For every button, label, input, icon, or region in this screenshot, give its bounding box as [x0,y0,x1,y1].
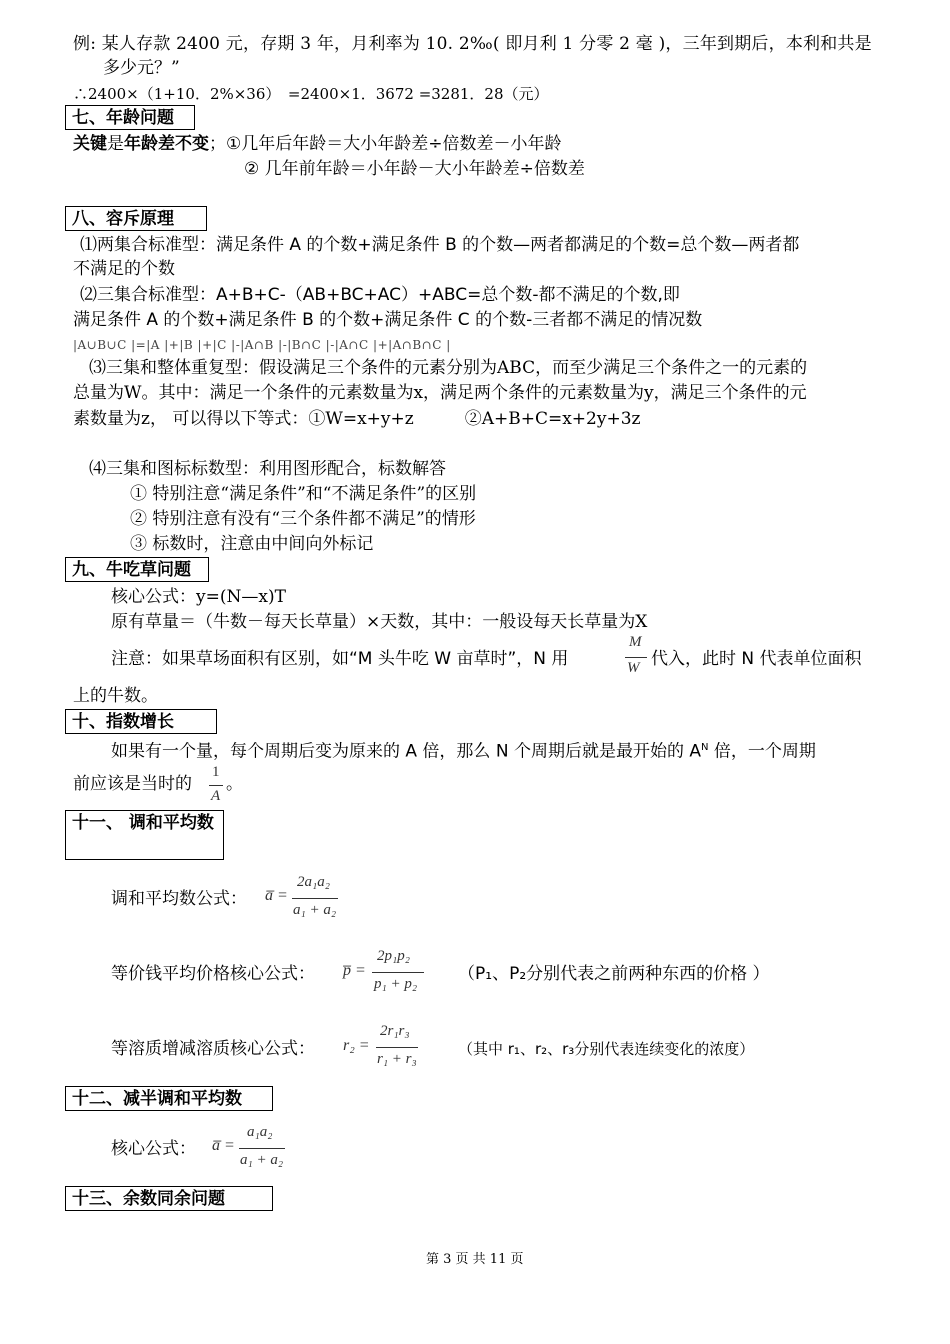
fraction-denominator: A [211,788,221,804]
growth-text-b: 倍，一个周期 [708,741,816,762]
overlap-line-3: 素数量为z， 可以得以下等式：①W=x+y+z ②A+B+C=x+2y+3z [73,409,641,429]
two-set-line-1: ⑴两集合标准型：满足条件 A 的个数+满足条件 B 的个数—两者都满足的个数=总个数—两者都 [80,235,800,255]
concentration-note: （其中 r₁、r₂、r₃分别代表连续变化的浓度） [458,1040,755,1058]
heading-inclusion-exclusion: 八、容斥原理 [65,206,207,231]
diagram-note-2: ② 特别注意有没有“三个条件都不满足”的情形 [130,509,476,529]
overlap-line-1: ⑶三集和整体重复型：假设满足三个条件的元素分别为ABC，而至少满足三个条件之一的元素的 [89,358,808,378]
key-label: 关键 [73,134,107,154]
three-set-line-1: ⑵三集合标准型：A+B+C-（AB+BC+AC）+ABC=总个数-都不满足的个数,即 [80,285,680,305]
half-harmonic-label: 核心公式： [111,1139,196,1159]
heading-age-problem: 七、年龄问题 [65,105,195,130]
diagram-note-3: ③ 标数时，注意由中间向外标记 [130,534,374,554]
example-line-1: 例: 某人存款 2400 元，存期 3 年，月利率为 10. 2‰( 即月利 1 分零 2 毫 )，三年到期后，本利和共是 [73,34,872,54]
growth-line-1 [111,737,816,763]
fraction-numerator: a₁a₂ [247,1124,273,1140]
fraction-denominator: W [627,660,640,676]
fraction-numerator: M [629,634,642,650]
fraction-numerator: 2p₁p₂ [377,948,410,964]
fraction-bar [372,972,424,973]
fraction-one-over-a [209,764,225,808]
example-solution: ∴2400×（1+10．2%×36） =2400×1．3672 =3281．28（元） [73,85,549,103]
page-footer: 第 3 页 共 11 页 [426,1252,524,1267]
half-harmonic-fraction [239,1124,287,1174]
heading-cow-grass: 九、牛吃草问题 [65,557,209,582]
diagram-type-title: ⑷三集和图标标数型：利用图形配合，标数解答 [89,459,446,479]
age-key-line [73,133,561,155]
example-line-2: 多少元？” [103,58,180,78]
diagram-note-1: ① 特别注意“满足条件”和“不满足条件”的区别 [130,484,477,504]
cow-note-a: 注意：如果草场面积有区别，如“M 头牛吃 W 亩草时”，N 用 [111,649,569,669]
cow-core-formula: 核心公式：y=(N—x)T [111,587,286,607]
half-harmonic-lhs: a̅ = [212,1137,235,1154]
heading-half-harmonic-mean: 十二、减半调和平均数 [65,1086,273,1111]
age-formula-2: ② 几年前年龄＝小年龄－大小年龄差÷倍数差 [244,159,585,179]
harmonic-fraction [292,874,340,924]
cow-note-c: 上的牛数。 [73,686,158,706]
harmonic-lhs: a̅ = [265,887,288,904]
growth-text-a: 如果有一个量，每个周期后变为原来的 A 倍，那么 N 个周期后就是最开始的 A [111,741,701,762]
cow-original-grass: 原有草量＝（牛数－每天长草量）×天数，其中：一般设每天长草量为X [111,612,648,632]
heading-harmonic-mean: 十一、 调和平均数 [65,810,224,860]
fraction-m-over-w [625,634,649,680]
fraction-bar [625,657,647,658]
union-formula: |A∪B∪C |=|A |+|B |+|C |-|A∩B |-|B∩C |-|A∩C |+|A∩B∩C | [73,338,451,352]
overlap-line-2: 总量为W。其中：满足一个条件的元素数量为x，满足两个条件的元素数量为y，满足三个条件的元 [73,383,807,403]
fraction-numerator: 2a₁a₂ [297,874,330,890]
age-formula-1: ；①几年后年龄＝大小年龄差÷倍数差－小年龄 [209,134,562,154]
growth-period: 。 [226,774,243,794]
fraction-numerator: 2r₁r₃ [380,1023,410,1039]
fraction-numerator: 1 [212,764,220,780]
fraction-denominator: a₁ + a₂ [293,902,337,918]
fraction-bar [239,1148,285,1149]
price-label: 等价钱平均价格核心公式： [111,964,315,984]
concentration-lhs: r₂ = [343,1037,370,1054]
fraction-denominator: r₁ + r₃ [377,1051,417,1067]
concentration-label: 等溶质增减溶质核心公式： [111,1039,315,1059]
fraction-bar [376,1047,418,1048]
fraction-denominator: p₁ + p₂ [374,976,418,992]
price-lhs: p̅ = [343,962,366,979]
growth-exponent: N [701,742,709,753]
fraction-bar [209,785,223,786]
key-connector: 是 [107,134,124,154]
price-note: （P₁、P₂分别代表之前两种东西的价格 ） [458,964,770,984]
heading-exponential-growth: 十、指数增长 [65,709,217,734]
heading-remainder-congruence: 十三、余数同余问题 [65,1186,273,1211]
three-set-line-2: 满足条件 A 的个数+满足条件 B 的个数+满足条件 C 的个数-三者都不满足的情况数 [73,310,703,330]
fraction-bar [292,898,338,899]
fraction-denominator: a₁ + a₂ [240,1152,284,1168]
two-set-line-2: 不满足的个数 [73,259,175,279]
harmonic-label: 调和平均数公式： [111,889,247,909]
concentration-fraction [376,1023,420,1073]
growth-line-2: 前应该是当时的 [73,774,192,794]
cow-note-b: 代入，此时 N 代表单位面积 [651,649,862,669]
age-diff-constant: 年龄差不变 [124,134,209,154]
price-fraction [372,948,426,998]
